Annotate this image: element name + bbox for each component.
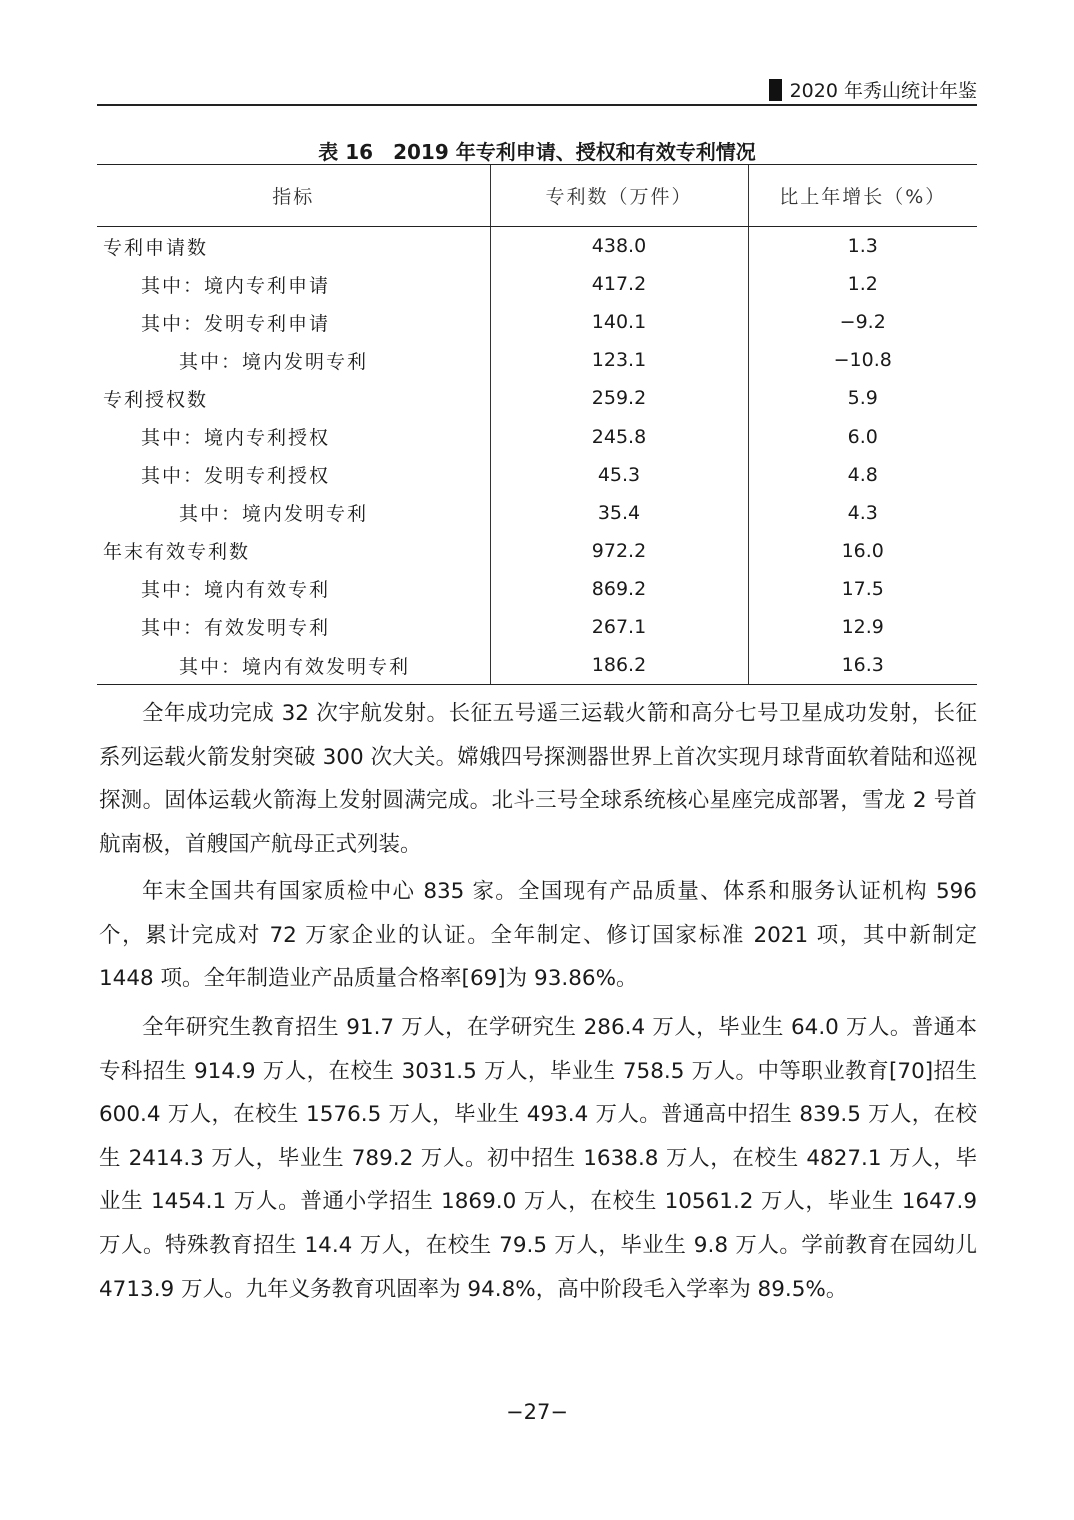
table-row — [97, 265, 977, 303]
row-growth: 12.9 — [748, 608, 977, 646]
row-label: 年末有效专利数 — [103, 541, 251, 564]
row-growth: −9.2 — [748, 303, 977, 341]
row-label: 专利申请数 — [103, 236, 209, 259]
row-growth: 16.3 — [748, 646, 977, 685]
paragraph-quality-inspection: 年末全国共有国家质检中心 835 家。全国现有产品质量、体系和服务认证机构 596 个，累计完成对 72 万家企业的认证。全年制定、修订国家标准 2021 项，其中新制定 1448 项。全年制造业产品质量合格率[69]为 93.86%。 — [99, 879, 977, 992]
table-row — [97, 494, 977, 532]
column-header-count: 专利数（万件） — [490, 165, 748, 227]
column-header-indicator: 指标 — [97, 165, 490, 227]
row-growth: 1.3 — [748, 227, 977, 266]
row-count: 45.3 — [490, 456, 748, 494]
table-row — [97, 570, 977, 608]
row-label: 专利授权数 — [103, 388, 209, 411]
row-count: 869.2 — [490, 570, 748, 608]
row-label: 其中：发明专利申请 — [141, 312, 331, 335]
table-header-row — [97, 165, 977, 227]
row-count: 35.4 — [490, 494, 748, 532]
table-row — [97, 456, 977, 494]
row-count: 267.1 — [490, 608, 748, 646]
row-growth: 4.3 — [748, 494, 977, 532]
row-count: 245.8 — [490, 417, 748, 455]
table-row — [97, 227, 977, 266]
row-growth: 17.5 — [748, 570, 977, 608]
paragraph-space-launches: 全年成功完成 32 次宇航发射。长征五号遥三运载火箭和高分七号卫星成功发射，长征系列运载火箭发射突破 300 次大关。嫦娥四号探测器世界上首次实现月球背面软着陆和巡视探测。固体运载火箭海上发射圆满完成。北斗三号全球系统核心星座完成部署，雪龙 2 号首航南极，首艘国产航母正式列装。 — [99, 701, 977, 857]
table-row — [97, 608, 977, 646]
table-caption: 表 16 2019 年专利申请、授权和有效专利情况 — [318, 140, 756, 164]
row-growth: 16.0 — [748, 532, 977, 570]
table-row — [97, 341, 977, 379]
row-label: 其中：发明专利授权 — [141, 465, 331, 488]
table-row — [97, 379, 977, 417]
row-count: 972.2 — [490, 532, 748, 570]
column-header-growth: 比上年增长（%） — [748, 165, 977, 227]
table-row — [97, 417, 977, 455]
row-growth: 4.8 — [748, 456, 977, 494]
row-label: 其中：境内发明专利 — [179, 503, 369, 526]
row-count: 123.1 — [490, 341, 748, 379]
header-marker-bar — [769, 79, 782, 101]
table-row — [97, 646, 977, 685]
row-label: 其中：有效发明专利 — [141, 617, 331, 640]
row-label: 其中：境内专利授权 — [141, 427, 331, 450]
patent-table — [97, 164, 977, 685]
row-growth: 5.9 — [748, 379, 977, 417]
running-header — [97, 74, 977, 106]
row-growth: 6.0 — [748, 417, 977, 455]
header-title — [769, 76, 977, 103]
row-count: 259.2 — [490, 379, 748, 417]
row-count: 186.2 — [490, 646, 748, 685]
row-growth: −10.8 — [748, 341, 977, 379]
row-growth: 1.2 — [748, 265, 977, 303]
row-label: 其中：境内发明专利 — [179, 350, 369, 373]
row-label: 其中：境内有效发明专利 — [97, 646, 490, 685]
row-count: 438.0 — [490, 227, 748, 266]
page-number: −27− — [506, 1400, 568, 1424]
table-row — [97, 303, 977, 341]
row-count: 140.1 — [490, 303, 748, 341]
row-label: 其中：境内专利申请 — [141, 274, 331, 297]
row-label: 其中：境内有效专利 — [141, 579, 331, 602]
header-title-text: 2020 年秀山统计年鉴 — [789, 80, 977, 102]
table-row — [97, 532, 977, 570]
paragraph-education: 全年研究生教育招生 91.7 万人，在学研究生 286.4 万人，毕业生 64.0 万人。普通本专科招生 914.9 万人，在校生 3031.5 万人，毕业生 758.5 万人。中等职业教育[70]招生 600.4 万人，在校生 1576.5 万人，毕业生 493.4 万人。普通高中招生 839.5 万人，在校生 2414.3 万人，毕业生 789.2 万人。初中招生 1638.8 万人，在校生 4827.1 万人，毕业生 1454.1 万人。普通小学招生 1869.0 万人，在校生 10561.2 万人，毕业生 1647.9 万人。特殊教育招生 14.4 万人，在校生 79.5 万人，毕业生 9.8 万人。学前教育在园幼儿 4713.9 万人。九年义务教育巩固率为 94.8%，高中阶段毛入学率为 89.5%。 — [99, 1015, 977, 1302]
row-count: 417.2 — [490, 265, 748, 303]
